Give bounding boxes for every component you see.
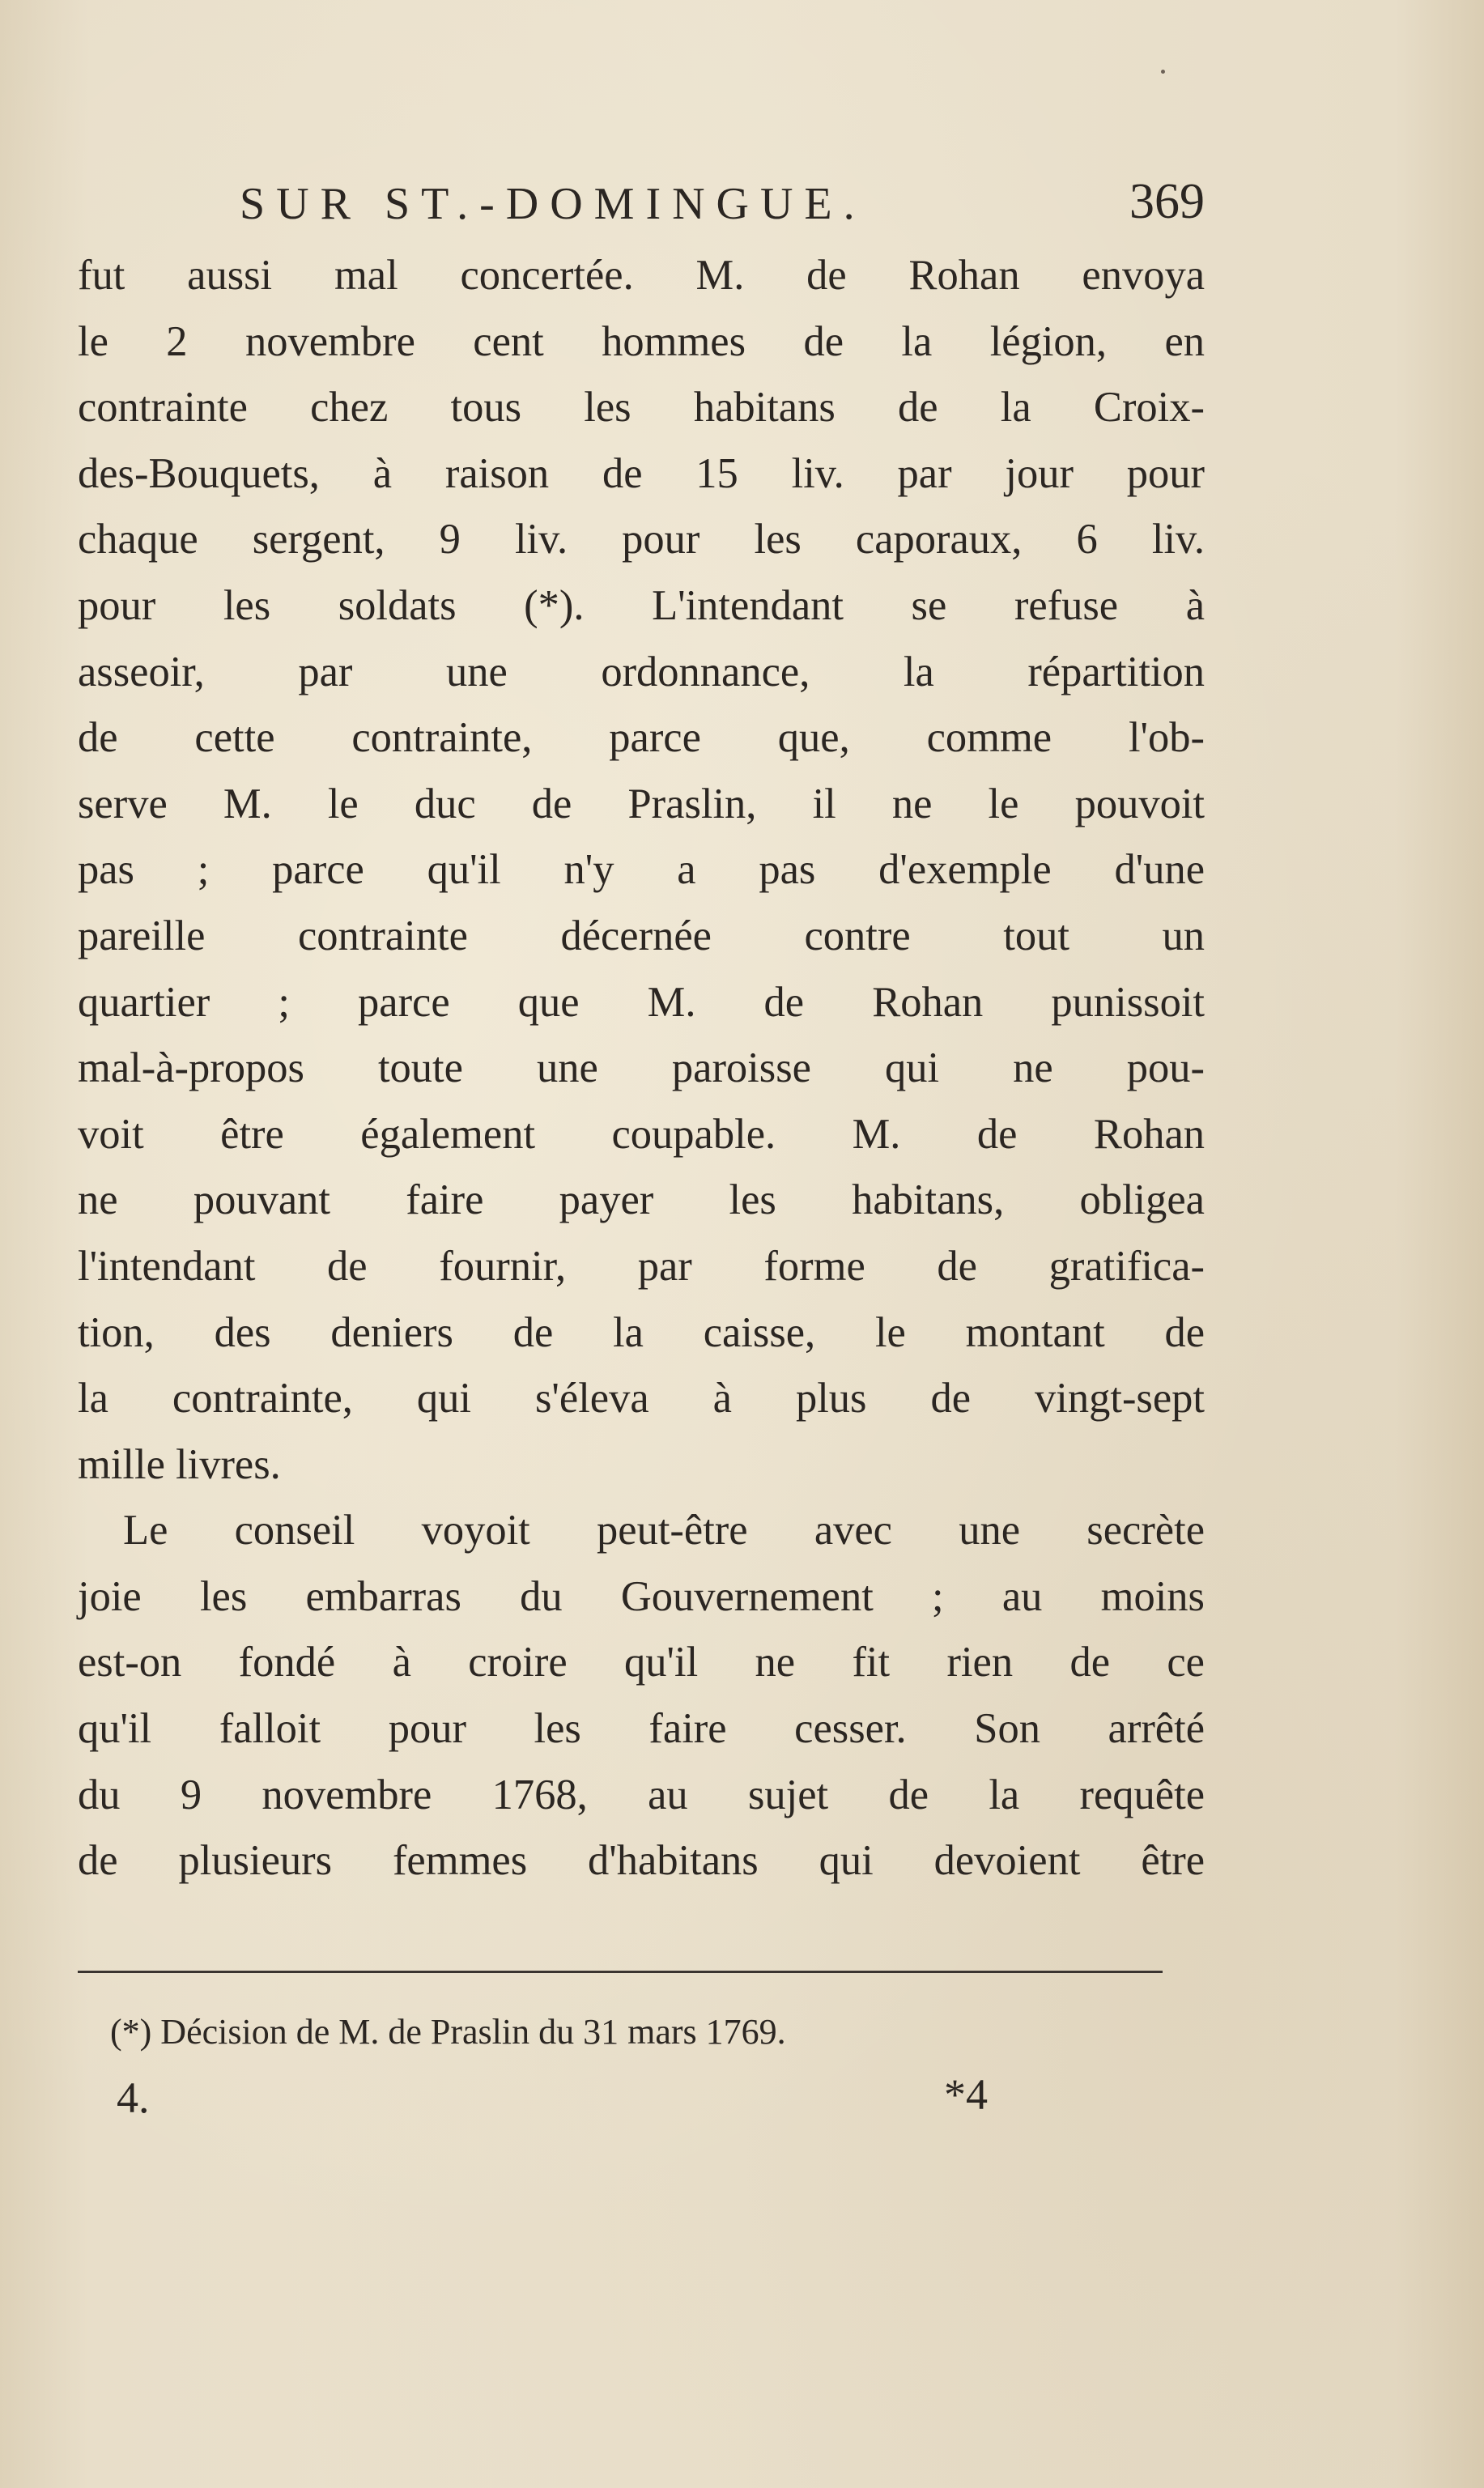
text-line: joie les embarras du Gouvernement ; au moins xyxy=(78,1572,1205,1620)
text-line: fut aussi mal concertée. M. de Rohan envoya xyxy=(78,252,1205,299)
text-line: serve M. le duc de Praslin, il ne le pouvoit xyxy=(78,780,1205,827)
page-number: 369 xyxy=(1129,174,1205,229)
footnote-rule xyxy=(78,1971,1163,1973)
text-line: des-Bouquets, à raison de 15 liv. par jour pour xyxy=(78,449,1205,497)
signature-mark-right: *4 xyxy=(944,2070,988,2119)
text-line: la contrainte, qui s'éleva à plus de vingt-sept xyxy=(78,1375,1205,1423)
text-line: chaque sergent, 9 liv. pour les caporaux, 6 liv. xyxy=(78,516,1205,564)
body-text xyxy=(78,243,1205,1895)
text-line: le 2 novembre cent hommes de la légion, en xyxy=(78,317,1205,365)
text-line: asseoir, par une ordonnance, la répartition xyxy=(78,648,1205,695)
text-line: du 9 novembre 1768, au sujet de la requête xyxy=(78,1771,1205,1818)
running-head: SUR ST.-DOMINGUE. xyxy=(240,179,866,229)
footnote: (*) Décision de M. de Praslin du 31 mars 1769. xyxy=(110,2012,786,2052)
text-line: est-on fondé à croire qu'il ne fit rien de ce xyxy=(78,1639,1205,1686)
text-line: voit être également coupable. M. de Rohan xyxy=(78,1110,1205,1158)
text-line: tion, des deniers de la caisse, le montant de xyxy=(78,1308,1205,1356)
text-line: mille livres. xyxy=(78,1440,281,1488)
text-line: de cette contrainte, parce que, comme l'ob- xyxy=(78,714,1205,762)
paragraph-start-line: Le conseil voyoit peut-être avec une secrète xyxy=(123,1507,1205,1554)
text-line: pas ; parce qu'il n'y a pas d'exemple d'une xyxy=(78,846,1205,894)
ink-speck xyxy=(1161,70,1165,74)
text-line: l'intendant de fournir, par forme de gratifica- xyxy=(78,1242,1205,1290)
text-line: qu'il falloit pour les faire cesser. Son arrêté xyxy=(78,1705,1205,1753)
text-line: pour les soldats (*). L'intendant se refuse à xyxy=(78,581,1205,629)
text-line: pareille contrainte décernée contre tout un xyxy=(78,912,1205,959)
text-line: contrainte chez tous les habitans de la Croix- xyxy=(78,384,1205,432)
signature-mark-left: 4. xyxy=(117,2073,150,2122)
text-line: quartier ; parce que M. de Rohan punissoit xyxy=(78,978,1205,1026)
text-line: mal-à-propos toute une paroisse qui ne pou- xyxy=(78,1044,1205,1092)
text-line: de plusieurs femmes d'habitans qui devoient être xyxy=(78,1837,1205,1885)
page-header xyxy=(240,173,1205,230)
text-line: ne pouvant faire payer les habitans, obligea xyxy=(78,1176,1205,1224)
